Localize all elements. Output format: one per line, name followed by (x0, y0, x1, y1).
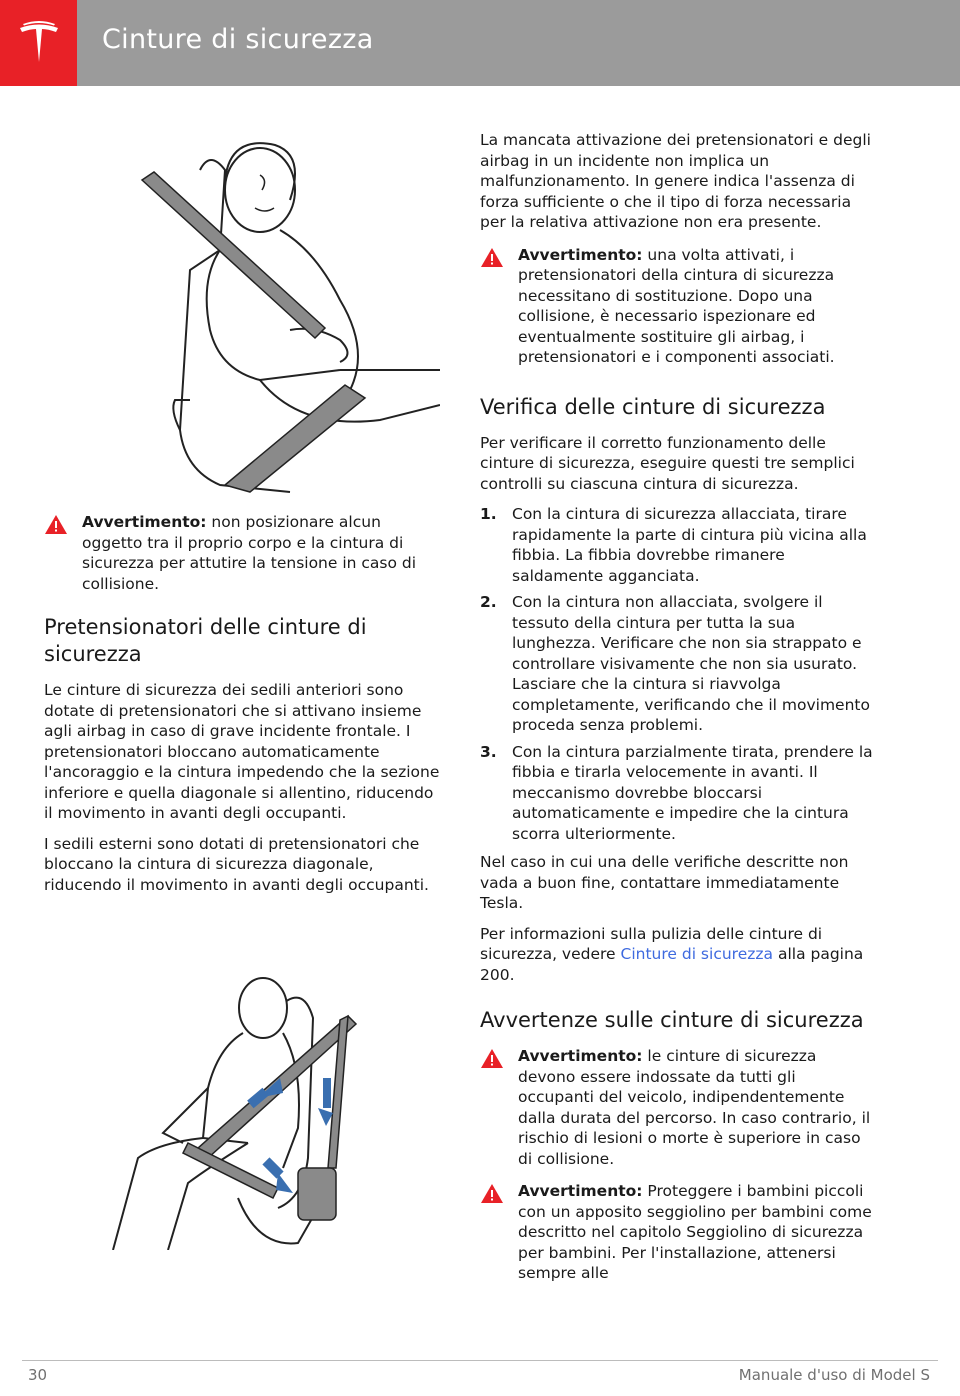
step-text: Con la cintura parzialmente tirata, prendere la fibbia e tirarla velocemente in avanti. Il meccanismo dovrebbe bloccarsi automaticamente e impedire che la cintura scorra ulteriormente. (512, 742, 873, 843)
page-title: Cinture di sicurezza (102, 24, 374, 55)
warning-text: non posizionare alcun oggetto tra il proprio corpo e la cintura di sicurezza per attutire la tensione in caso di collisione. (82, 513, 417, 593)
warning-label: Avvertimento: (82, 513, 207, 531)
page-number: 30 (28, 1366, 48, 1384)
warning-triangle-icon (480, 1046, 518, 1073)
paragraph: Le cinture di sicurezza dei sedili anteriori sono dotate di pretensionatori che si attivano insieme agli airbag in caso di grave incidente frontale. I pretensionatori bloccano automaticamente l'ancoraggio e la cintura impedendo che la sezione inferiore e quella diagonale si allentino, riducendo il movimento in avanti degli occupanti. (44, 681, 440, 822)
manual-title: Manuale d'uso di Model S (738, 1366, 930, 1384)
warning-triangle-icon (480, 245, 518, 272)
man-seatbelt-illustration (108, 968, 368, 1254)
paragraph: I sedili esterni sono dotati di pretensionatori che bloccano la cintura di sicurezza diagonale, riducendo il movimento in avanti degli occupanti. (44, 834, 429, 894)
paragraph: La mancata attivazione dei pretensionatori e degli airbag in un incidente non implica un malfunzionamento. In genere indica l'assenza di forza sufficiente o che il tipo di forza necessaria per la relativa attivazione non era presente. (480, 131, 871, 231)
section-heading-warnings: Avvertenze sulle cinture di sicurezza (480, 1008, 864, 1032)
paragraph-text: alla pagina 200. (480, 945, 864, 984)
step-text: Con la cintura di sicurezza allacciata, tirare rapidamente la parte di cintura più vicina alla fibbia. La fibbia dovrebbe rimanere saldamente agganciata. (512, 505, 867, 585)
list-item (480, 742, 876, 845)
right-column (480, 130, 876, 1284)
warning-label: Avvertimento: (518, 1182, 643, 1200)
step-number: 2. (480, 593, 497, 611)
seatbelt-cleaning-link[interactable]: Cinture di sicurezza (620, 945, 774, 963)
list-item (480, 504, 876, 586)
warning-pretensioner-replacement (480, 245, 876, 368)
step-number: 3. (480, 742, 497, 761)
warning-text: Proteggere i bambini piccoli con un apposito seggiolino per bambini come descritto nel capitolo Seggiolino di sicurezza per bambini. Per l'installazione, attenersi sempre alle (518, 1182, 872, 1282)
warning-triangle-icon (480, 1181, 518, 1208)
verification-steps (480, 504, 876, 844)
footer-divider (22, 1360, 938, 1361)
list-item (480, 592, 876, 736)
section-heading-pretensioners: Pretensionatori delle cinture di sicurezza (44, 615, 367, 666)
paragraph-cleaning-reference (480, 924, 876, 986)
warning-triangle-icon (44, 512, 82, 539)
step-number: 1. (480, 505, 497, 523)
left-column (44, 512, 440, 905)
warning-child-seat (480, 1181, 876, 1284)
pregnant-seatbelt-illustration (140, 130, 440, 499)
step-text: Con la cintura non allacciata, svolgere il tessuto della cintura per tutta la sua lunghezza. Verificare che non sia strappato e controllare visivamente che non sia usurato. Lasciare che la cintura si riavvolga completamente, verificando che il movimento proceda senza problemi. (512, 593, 870, 734)
section-heading-verification: Verifica delle cinture di sicurezza (480, 394, 826, 419)
page-header (0, 0, 960, 86)
warning-label: Avvertimento: (518, 1047, 643, 1065)
warning-label: Avvertimento: (518, 245, 643, 264)
paragraph: Nel caso in cui una delle verifiche descritte non vada a buon fine, contattare immediatamente Tesla. (480, 853, 849, 912)
tesla-logo (0, 0, 77, 86)
warning-object-between-belt (44, 512, 440, 594)
paragraph-text: Per informazioni sulla pulizia delle cinture di sicurezza, vedere (480, 924, 823, 963)
warning-text: le cinture di sicurezza devono essere indossate da tutti gli occupanti del veicolo, indipendentemente dalla durata del percorso. In caso contrario, il rischio di lesioni o morte è superiore in caso di collisione. (518, 1047, 871, 1168)
warning-wear-belts (480, 1046, 876, 1169)
warning-text: una volta attivati, i pretensionatori della cintura di sicurezza necessitano di sostituzione. Dopo una collisione, è necessario ispezionare ed eventualmente sostituire gli airbag, i pretensionatori e i componenti associati. (518, 245, 835, 366)
tesla-logo-icon (14, 18, 64, 68)
paragraph: Per verificare il corretto funzionamento delle cinture di sicurezza, eseguire questi tre semplici controlli su ciascuna cintura di sicurezza. (480, 433, 855, 493)
